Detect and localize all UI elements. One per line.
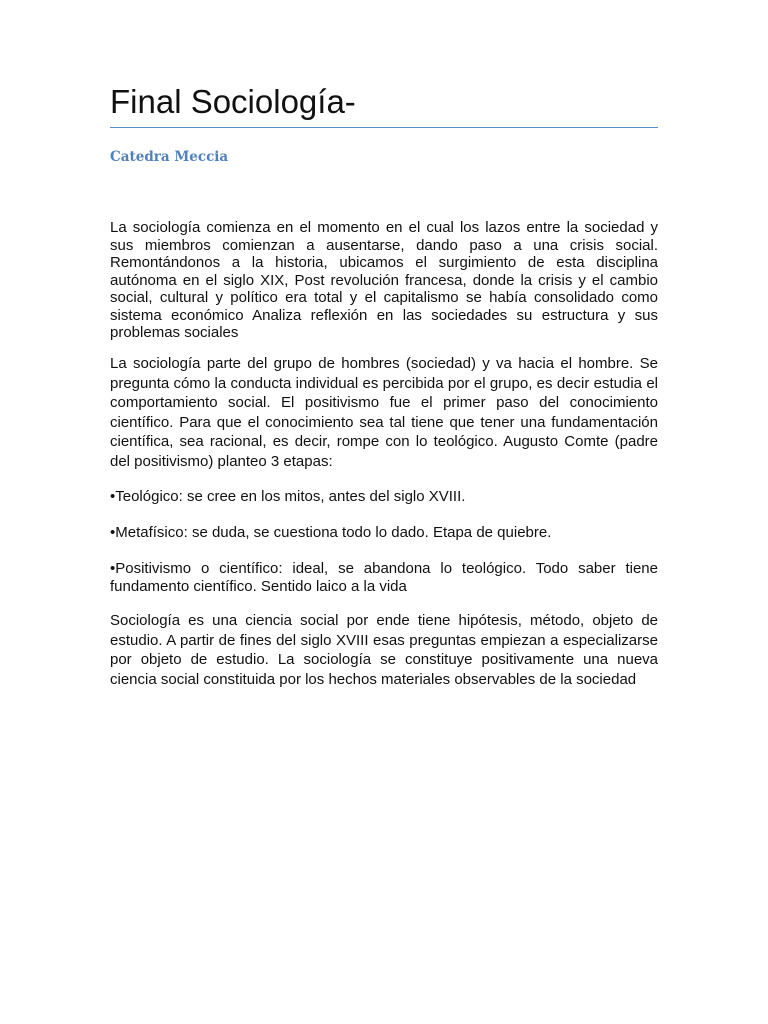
closing-paragraph: Sociología es una ciencia social por ende tiene hipótesis, método, objeto de estudio. A partir de fines del siglo XVIII esas preguntas empiezan a especializarse por objeto de estudio. La sociología se constituye positivamente una nueva ciencia social constituida por los hechos materiales observables de la sociedad	[110, 612, 658, 688]
stage-item-metaphysical: •Metafísico: se duda, se cuestiona todo lo dado. Etapa de quiebre.	[110, 524, 552, 541]
intro-paragraph: La sociología comienza en el momento en el cual los lazos entre la sociedad y sus miembros comienzan a ausentarse, dando paso a una crisis social. Remontándonos a la historia, ubicamos el surgimiento de esta disciplina autónoma en el siglo XIX, Post revolución francesa, donde la crisis y el cambio social, cultural y político era total y el capitalismo se había consolidado como sistema económico Analiza reflexión en las sociedades su estructura y sus problemas sociales	[110, 219, 658, 341]
stage-item-theological: •Teológico: se cree en los mitos, antes del siglo XVIII.	[110, 488, 466, 505]
document-title: Final Sociología-	[110, 83, 356, 120]
positivism-paragraph: La sociología parte del grupo de hombres (sociedad) y va hacia el hombre. Se pregunta cómo la conducta individual es percibida por el grupo, es decir estudia el comportamiento social. El positivismo fue el primer paso del conocimiento científico. Para que el conocimiento sea tal tiene que tener una fundamentación científica, sea racional, es decir, rompe con lo teológico. Augusto Comte (padre del positivismo) planteo 3 etapas:	[110, 355, 658, 470]
document-subtitle: Catedra Meccia	[110, 149, 229, 165]
stage-item-positivist: •Positivismo o científico: ideal, se abandona lo teológico. Todo saber tiene fundamento científico. Sentido laico a la vida	[110, 560, 658, 595]
title-underline	[110, 127, 658, 128]
